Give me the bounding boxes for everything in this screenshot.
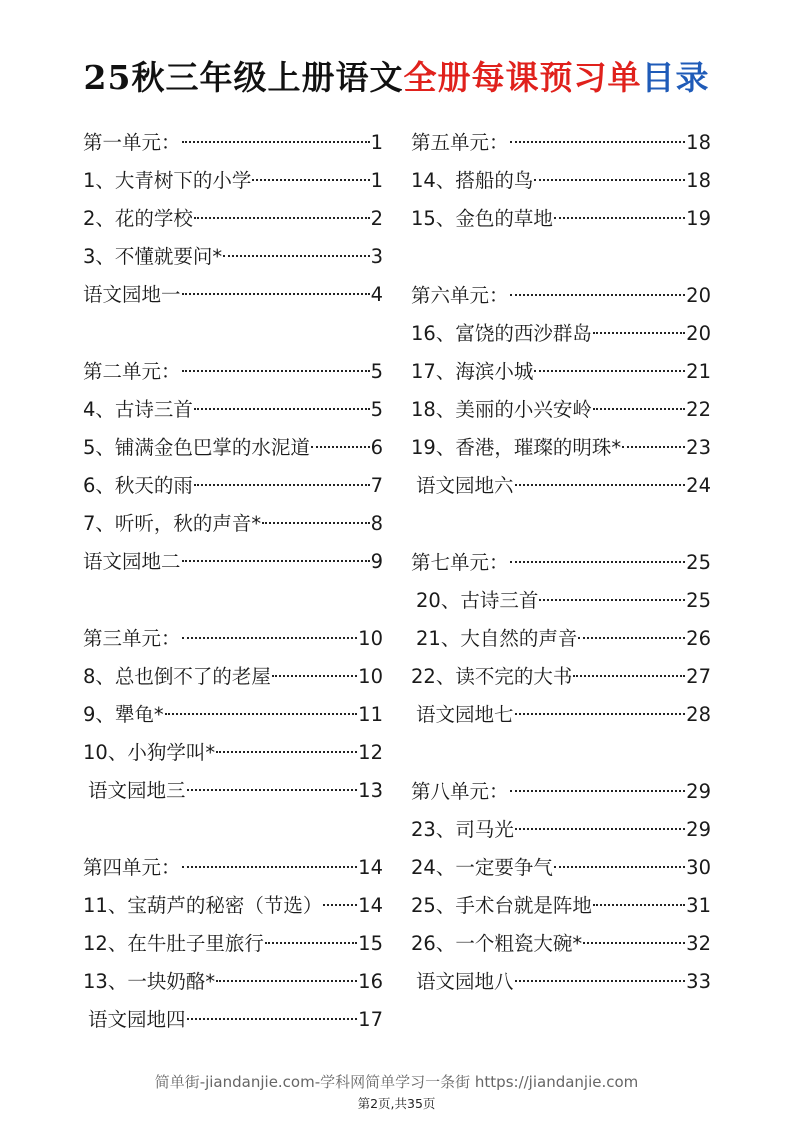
toc-entry-label: 语文园地七 [416,703,514,726]
toc-entry-label: 第四单元： [83,856,181,879]
toc-entry [83,1005,383,1035]
toc-entry-page-number: 25 [686,589,711,612]
toc-entry [411,853,711,883]
dot-leader [262,522,369,524]
toc-entry-page-number: 14 [358,856,383,879]
toc-entry-page-number: 33 [686,970,711,993]
toc-entry-page-number: 8 [370,512,383,535]
toc-entry [411,624,711,654]
toc-entry [83,471,383,501]
toc-entry-label: 15、金色的草地 [411,207,553,230]
toc-entry [83,166,383,196]
toc-entry-label: 6、秋天的雨 [83,474,193,497]
toc-entry-page-number: 6 [370,436,383,459]
toc-entry-label: 9、犟龟* [83,703,164,726]
toc-entry-label: 2、花的学校 [83,207,193,230]
toc-entry-label: 21、大自然的声音 [416,627,578,650]
toc-entry-label: 7、听听，秋的声音* [83,512,262,535]
toc-entry-page-number: 32 [686,932,711,955]
toc-entry [411,929,711,959]
dot-leader [182,370,370,372]
toc-entry-label: 第二单元： [83,360,181,383]
dot-leader [323,904,357,906]
toc-entry [83,738,383,768]
toc-entry-page-number: 31 [686,894,711,917]
toc-entry [83,242,383,272]
dot-leader [182,866,358,868]
dot-leader [165,713,358,715]
toc-entry-label: 23、司马光 [411,818,514,841]
toc-entry-page-number: 10 [358,665,383,688]
dot-leader [311,446,370,448]
toc-entry-label: 26、一个粗瓷大碗* [411,932,583,955]
toc-entry-page-number: 26 [686,627,711,650]
toc-entry-page-number: 11 [358,703,383,726]
toc-entry-page-number: 1 [370,169,383,192]
dot-leader [194,408,370,410]
title-part-subject: 全册每课预习单 [403,58,642,97]
dot-leader [216,751,357,753]
toc-entry-label: 8、总也倒不了的老屋 [83,665,271,688]
toc-entry-page-number: 28 [686,703,711,726]
toc-entry [83,204,383,234]
dot-leader [593,904,685,906]
toc-entry [411,395,711,425]
dot-leader [187,789,358,791]
toc-entry [411,471,711,501]
toc-entry [83,929,383,959]
toc-entry [83,662,383,692]
footer-page-number: 第2页,共35页 [357,1096,436,1111]
toc-entry [411,700,711,730]
toc-entry-page-number: 18 [686,131,711,154]
dot-leader [515,980,686,982]
dot-leader [194,484,370,486]
dot-leader [534,179,685,181]
toc-entry [83,776,383,806]
toc-entry-page-number: 13 [358,779,383,802]
dot-leader [515,828,685,830]
dot-leader [182,637,358,639]
toc-entry [83,395,383,425]
toc-entry [83,509,383,539]
toc-entry [411,281,711,311]
toc-entry [83,700,383,730]
toc-entry-label: 16、富饶的西沙群岛 [411,322,592,345]
toc-entry-page-number: 21 [686,360,711,383]
toc-entry [411,891,711,921]
title-part-contents: 目录 [641,58,710,97]
toc-entry-page-number: 27 [686,665,711,688]
toc-entry-label: 第六单元： [411,284,509,307]
toc-entry-page-number: 29 [686,818,711,841]
toc-entry [83,853,383,883]
dot-leader [265,942,357,944]
toc-entry-page-number: 3 [370,245,383,268]
toc-entry [83,547,383,577]
toc-entry-label: 13、一块奶酪* [83,970,216,993]
toc-entry-label: 第一单元： [83,131,181,154]
toc-entry-page-number: 1 [370,131,383,154]
toc-entry [83,128,383,158]
dot-leader [510,141,686,143]
toc-entry-page-number: 14 [358,894,383,917]
toc-entry-page-number: 10 [358,627,383,650]
toc-entry [83,433,383,463]
toc-entry [411,815,711,845]
toc-entry-label: 3、不懂就要问* [83,245,223,268]
dot-leader [515,713,686,715]
dot-leader [534,370,685,372]
toc-entry [411,548,711,578]
dot-leader [578,637,685,639]
toc-entry-label: 22、读不完的大书 [411,665,573,688]
dot-leader [182,293,370,295]
dot-leader [573,675,685,677]
toc-entry-page-number: 19 [686,207,711,230]
toc-entry-page-number: 24 [686,474,711,497]
dot-leader [223,255,369,257]
dot-leader [593,332,685,334]
toc-entry-label: 5、铺满金色巴掌的水泥道 [83,436,310,459]
toc-entry-page-number: 30 [686,856,711,879]
dot-leader [252,179,369,181]
dot-leader [583,942,685,944]
dot-leader [272,675,357,677]
dot-leader [622,446,685,448]
toc-entry-page-number: 20 [686,284,711,307]
toc-entry-label: 语文园地一 [83,283,181,306]
toc-entry-label: 第八单元： [411,780,509,803]
toc-entry-label: 第七单元： [411,551,509,574]
dot-leader [510,294,686,296]
toc-entry [411,319,711,349]
toc-entry-label: 语文园地八 [416,970,514,993]
toc-entry-label: 18、美丽的小兴安岭 [411,398,592,421]
dot-leader [510,561,686,563]
toc-entry [83,280,383,310]
toc-entry-page-number: 12 [358,741,383,764]
toc-entry [411,204,711,234]
toc-entry-page-number: 4 [370,283,383,306]
toc-entry-label: 语文园地二 [83,550,181,573]
dot-leader [539,599,685,601]
title-part-grade: 25秋三年级上册语文 [83,58,404,97]
toc-entry-page-number: 25 [686,551,711,574]
toc-entry-page-number: 9 [370,550,383,573]
toc-entry-label: 19、香港，璀璨的明珠* [411,436,622,459]
toc-entry [411,433,711,463]
toc-entry-label: 语文园地三 [88,779,186,802]
toc-entry-label: 12、在牛肚子里旅行 [83,932,264,955]
toc-entry-label: 第三单元： [83,627,181,650]
toc-entry [83,624,383,654]
toc-entry-page-number: 5 [370,360,383,383]
toc-entry-page-number: 7 [370,474,383,497]
toc-entry [411,166,711,196]
dot-leader [554,217,685,219]
toc-entry [83,967,383,997]
dot-leader [187,1018,358,1020]
toc-entry [411,586,711,616]
dot-leader [182,141,370,143]
toc-entry-page-number: 23 [686,436,711,459]
toc-entry-label: 语文园地四 [88,1008,186,1031]
toc-entry-label: 11、宝葫芦的秘密（节选） [83,894,323,917]
toc-entry [411,357,711,387]
dot-leader [510,790,686,792]
toc-entry [83,891,383,921]
toc-entry [411,777,711,807]
toc-entry-page-number: 22 [686,398,711,421]
toc-entry-page-number: 16 [358,970,383,993]
dot-leader [194,217,370,219]
footer-source: 简单街-jiandanjie.com-学科网简单学习一条街 https://jiandanjie.com [154,1073,639,1091]
toc-entry-label: 1、大青树下的小学 [83,169,252,192]
toc-entry-label: 14、搭船的鸟 [411,169,534,192]
toc-entry [83,357,383,387]
toc-entry-page-number: 2 [370,207,383,230]
toc-entry-page-number: 20 [686,322,711,345]
toc-entry [411,967,711,997]
dot-leader [515,484,686,486]
toc-entry-label: 24、一定要争气 [411,856,553,879]
document-title [0,52,793,99]
dot-leader [593,408,685,410]
toc-entry-label: 17、海滨小城 [411,360,534,383]
dot-leader [182,560,370,562]
toc-entry-label: 4、古诗三首 [83,398,193,421]
toc-entry-page-number: 17 [358,1008,383,1031]
toc-entry [411,662,711,692]
toc-entry-label: 25、手术台就是阵地 [411,894,592,917]
toc-entry [411,128,711,158]
toc-entry-page-number: 15 [358,932,383,955]
dot-leader [554,866,685,868]
toc-entry-page-number: 18 [686,169,711,192]
toc-entry-page-number: 29 [686,780,711,803]
toc-entry-label: 20、古诗三首 [416,589,539,612]
dot-leader [216,980,357,982]
toc-entry-label: 语文园地六 [416,474,514,497]
toc-entry-label: 第五单元： [411,131,509,154]
toc-entry-page-number: 5 [370,398,383,421]
toc-entry-label: 10、小狗学叫* [83,741,216,764]
